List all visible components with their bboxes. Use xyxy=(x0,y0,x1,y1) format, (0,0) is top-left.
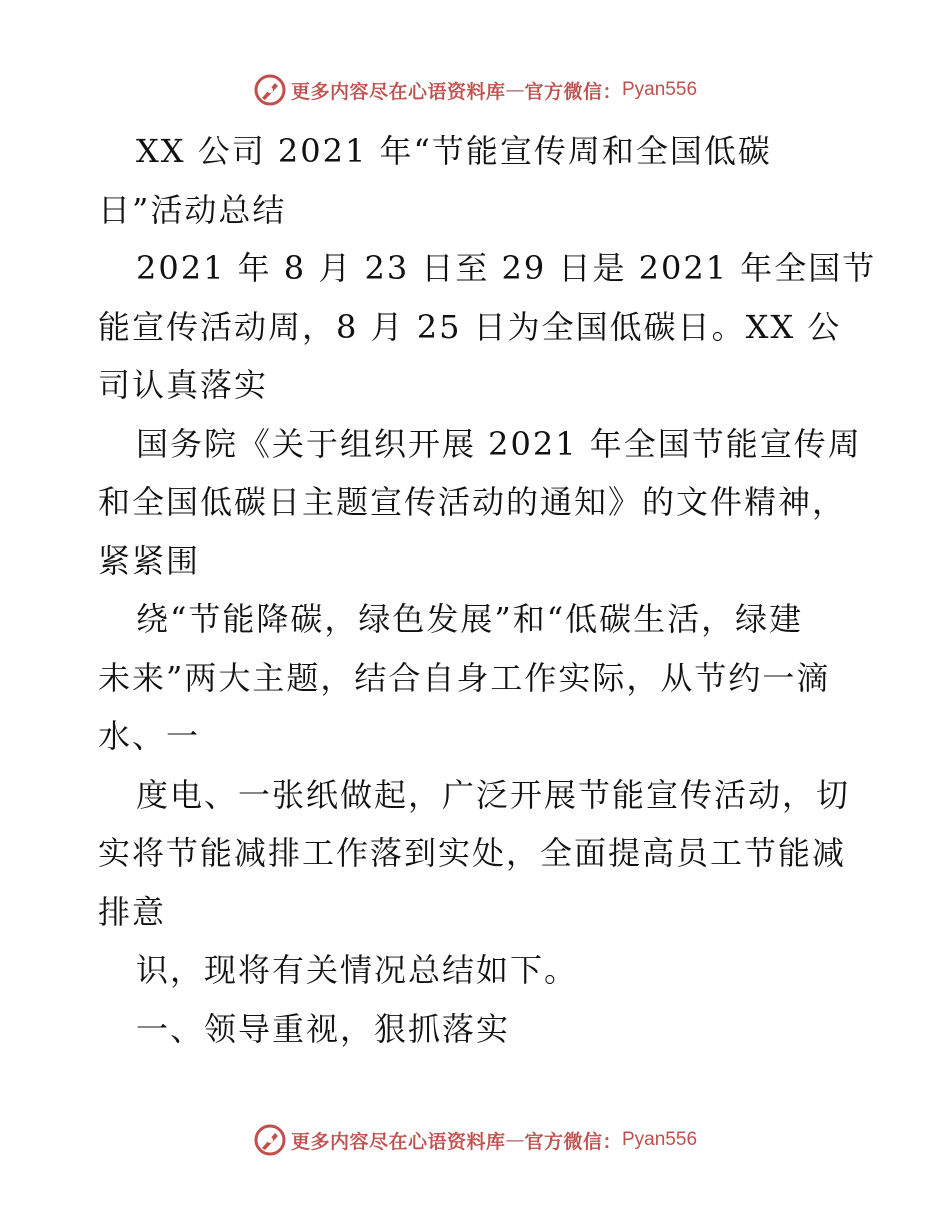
watermark-dash: — xyxy=(505,1129,525,1151)
text-line: 绕“节能降碳，绿色发展”和“低碳生活，绿建 xyxy=(136,600,804,638)
title-line-2: 日”活动总结 xyxy=(98,190,287,229)
text-line: 水、一 xyxy=(98,717,201,755)
text-line: 未来”两大主题，结合自身工作实际，从节约一滴 xyxy=(98,658,831,697)
text-line: 和全国低碳日主题宣传活动的通知》的文件精神， xyxy=(98,483,847,521)
watermark-wechat-id: Pyan556 xyxy=(622,79,698,100)
watermark-banner-bottom xyxy=(0,1120,950,1160)
pen-logo-icon xyxy=(253,73,287,107)
text-line: 紧紧围 xyxy=(98,541,201,580)
watermark-text: 更多内容尽在心语资料库 xyxy=(290,1130,506,1153)
title-line-1: XX 公司 2021 年“节能宣传周和全国低碳 xyxy=(136,132,772,170)
text-line: 2021 年 8 月 23 日至 29 日是 2021 年全国节 xyxy=(136,249,877,287)
text-line: 排意 xyxy=(98,892,167,931)
watermark-wechat-label: 官方微信： xyxy=(524,80,622,103)
watermark-wechat-id: Pyan556 xyxy=(622,1129,698,1150)
section-heading: 一、领导重视，狠抓落实 xyxy=(136,1009,511,1048)
text-line: 实将节能减排工作落到实处，全面提高员工节能减 xyxy=(98,834,847,872)
text-line: 国务院《关于组织开展 2021 年全国节能宣传周 xyxy=(136,424,862,463)
text-line: 能宣传活动周，8 月 25 日为全国低碳日。XX 公 xyxy=(98,307,842,346)
text-line: 度电、一张纸做起，广泛开展节能宣传活动，切 xyxy=(136,775,851,814)
watermark-banner-top xyxy=(0,70,950,110)
text-line: 识，现将有关情况总结如下。 xyxy=(136,951,579,989)
text-line: 司认真落实 xyxy=(98,366,269,404)
pen-logo-icon xyxy=(253,1123,287,1157)
watermark-dash: — xyxy=(505,79,525,101)
document-body xyxy=(98,122,877,1058)
watermark-text: 更多内容尽在心语资料库 xyxy=(290,80,506,103)
watermark-wechat-label: 官方微信： xyxy=(524,1130,622,1153)
